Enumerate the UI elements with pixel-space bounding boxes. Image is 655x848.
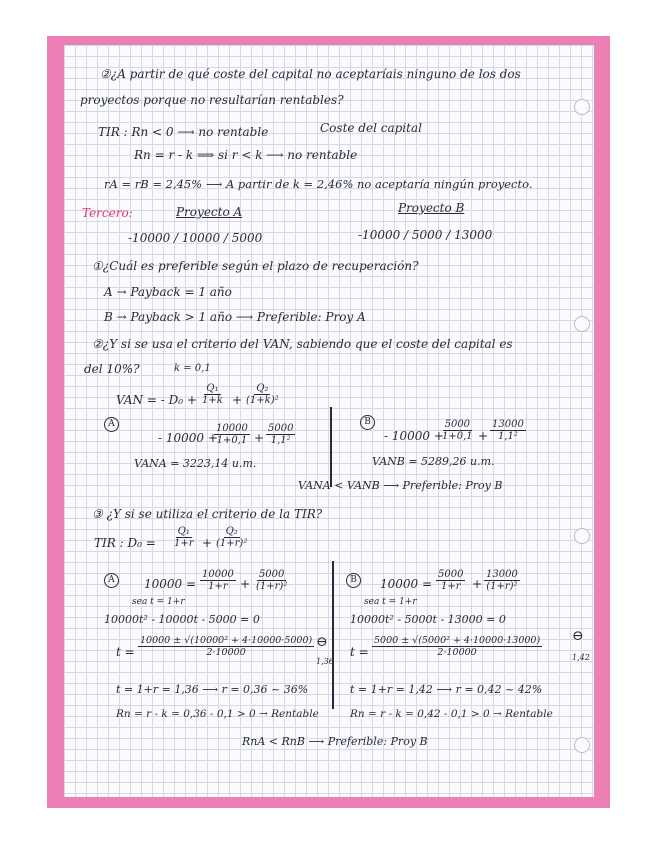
- tir-b-positive-root: 1,42: [572, 653, 590, 662]
- ra-rb-line: rA = rB = 2,45% ⟶ A partir de k = 2,46% no aceptaría ningún proyecto.: [104, 177, 533, 191]
- tir-fraction-1-num: Q₁: [177, 526, 190, 537]
- van-a-fraction-1: [214, 423, 250, 446]
- question-van-line-2: del 10%?: [84, 362, 140, 376]
- tir-b-negative-root: ⊖: [572, 628, 584, 644]
- van-b-result: VANB = 5289,26 u.m.: [372, 455, 495, 468]
- tir-a-lead: 10000 =: [144, 577, 197, 591]
- tir-b-fraction-1-den: 1+r: [440, 581, 461, 592]
- van-a-result: VANA = 3223,14 u.m.: [134, 457, 257, 470]
- plus-sign: +: [472, 577, 483, 591]
- tir-a-fraction-1-den: 1+r: [208, 581, 228, 592]
- payback-a: A → Payback = 1 año: [104, 285, 232, 299]
- plus-sign: +: [478, 429, 489, 443]
- tir-a-fraction-2-den: (1+r)²: [256, 581, 288, 592]
- tir-b-fraction-1: [436, 569, 465, 592]
- tir-a-positive-root: 1,36: [316, 657, 334, 666]
- tir-formula-label: TIR : D₀ =: [94, 536, 156, 550]
- tir-b-t-fraction: [372, 635, 542, 658]
- tir-a-fraction-1: [200, 569, 236, 592]
- van-a-fraction-1-num: 10000: [216, 423, 248, 434]
- circle-a-tir: A: [104, 573, 119, 588]
- van-fraction-2: [244, 383, 281, 406]
- tir-b-lead: 10000 =: [380, 577, 433, 591]
- question-2-line-2: proyectos porque no resultarían rentables?: [80, 93, 344, 107]
- circle-a-van: A: [104, 417, 119, 432]
- flows-a: -10000 / 10000 / 5000: [128, 231, 263, 245]
- van-a-lead: - 10000 +: [158, 431, 218, 445]
- van-b-fraction-1-den: 1+0,1: [442, 431, 473, 442]
- plus-sign: +: [254, 431, 265, 445]
- van-formula-label: VAN = - D₀ +: [116, 393, 197, 407]
- van-a-fraction-2-num: 5000: [268, 423, 294, 434]
- van-a-fraction-2-den: 1,1²: [270, 435, 291, 446]
- van-a-fraction-1-den: 1+0,1: [216, 435, 248, 446]
- tir-b-fraction-2: [484, 569, 520, 592]
- tir-a-r-result: t = 1+r = 1,36 ⟶ r = 0,36 ~ 36%: [116, 683, 309, 696]
- binder-hole: [574, 737, 590, 753]
- coste-label: Coste del capital: [320, 121, 422, 135]
- proyecto-b-header: Proyecto B: [398, 201, 465, 215]
- circle-b-tir: B: [346, 573, 361, 588]
- plus-sign: +: [202, 536, 213, 550]
- van-comparison: VANA < VANB ⟶ Preferible: Proy B: [298, 479, 503, 492]
- tir-a-t-label: t =: [116, 645, 135, 659]
- tir-b-quadratic: 10000t² - 5000t - 13000 = 0: [350, 613, 506, 626]
- van-a-fraction-2: [266, 423, 295, 446]
- van-b-fraction-1: [440, 419, 475, 442]
- notebook-page: [64, 45, 594, 797]
- tir-b-t-den: 2·10000: [437, 647, 477, 658]
- tir-fraction-2: [214, 526, 249, 549]
- van-b-fraction-2: [490, 419, 526, 442]
- tir-a-fraction-1-num: 10000: [202, 569, 234, 580]
- tir-fraction-1-den: 1+r: [174, 538, 194, 549]
- tir-a-substitution: sea t = 1+r: [132, 597, 185, 607]
- tir-a-t-num: 10000 ± √(10000² + 4·10000·5000): [140, 635, 313, 646]
- tir-fraction-2-den: (1+r)²: [216, 538, 248, 549]
- van-fraction-1-den: 1+k: [202, 395, 223, 406]
- tir-a-t-fraction: [138, 635, 314, 658]
- van-fraction-1: [200, 383, 225, 406]
- tir-a-rn-result: Rn = r - k = 0,36 - 0,1 > 0 → Rentable: [116, 708, 319, 720]
- van-fraction-2-den: (1+k)²: [246, 395, 279, 406]
- tir-a-t-den: 2·10000: [206, 647, 246, 658]
- tir-b-substitution: sea t = 1+r: [364, 597, 417, 607]
- van-b-lead: - 10000 +: [384, 429, 444, 443]
- divider-tir: [332, 561, 334, 709]
- tir-b-fraction-1-num: 5000: [438, 569, 464, 580]
- proyecto-a-header: Proyecto A: [176, 205, 243, 219]
- tir-a-fraction-2: [254, 569, 289, 592]
- payback-b: B → Payback > 1 año ⟶ Preferible: Proy A: [104, 310, 366, 324]
- plus-sign: +: [240, 577, 251, 591]
- tir-rule: TIR : Rn < 0 ⟶ no rentable: [98, 125, 269, 139]
- tir-b-fraction-2-num: 13000: [486, 569, 518, 580]
- tir-b-fraction-2-den: (1+r)²: [486, 581, 518, 592]
- flows-b: -10000 / 5000 / 13000: [358, 228, 493, 242]
- van-fraction-1-num: Q₁: [206, 383, 219, 394]
- tercero-label: Tercero:: [82, 206, 133, 220]
- van-fraction-2-num: Q₂: [256, 383, 269, 394]
- divider-van: [330, 407, 332, 487]
- k-value: k = 0,1: [174, 363, 211, 374]
- tir-a-fraction-2-num: 5000: [258, 569, 285, 580]
- question-payback: ①¿Cuál es preferible según el plazo de recuperación?: [92, 259, 419, 273]
- tir-b-t-label: t =: [350, 645, 369, 659]
- tir-b-r-result: t = 1+r = 1,42 ⟶ r = 0,42 ~ 42%: [350, 683, 543, 696]
- van-b-fraction-1-num: 5000: [444, 419, 471, 430]
- van-b-fraction-2-den: 1,1²: [497, 431, 518, 442]
- tir-a-quadratic: 10000t² - 10000t - 5000 = 0: [104, 613, 260, 626]
- tir-b-t-num: 5000 ± √(5000² + 4·10000·13000): [374, 635, 541, 646]
- tir-fraction-1: [172, 526, 196, 549]
- binder-hole: [574, 316, 590, 332]
- binder-hole: [574, 99, 590, 115]
- tir-a-negative-root: ⊖: [316, 634, 328, 650]
- circle-b-van: B: [360, 415, 375, 430]
- final-conclusion: RnA < RnB ⟶ Preferible: Proy B: [242, 735, 428, 748]
- plus-sign: +: [232, 393, 243, 407]
- rn-rule: Rn = r - k ⟹ si r < k ⟶ no rentable: [134, 148, 358, 162]
- question-tir: ③ ¿Y si se utiliza el criterio de la TIR?: [92, 507, 323, 521]
- binder-hole: [574, 528, 590, 544]
- tir-b-rn-result: Rn = r - k = 0,42 - 0,1 > 0 → Rentable: [350, 708, 553, 720]
- van-b-fraction-2-num: 13000: [492, 419, 524, 430]
- question-2-line-1: ②¿A partir de qué coste del capital no aceptaríais ninguno de los dos: [100, 67, 521, 81]
- question-van-line-1: ②¿Y si se usa el criterio del VAN, sabiendo que el coste del capital es: [92, 337, 513, 351]
- tir-fraction-2-num: Q₂: [225, 526, 238, 537]
